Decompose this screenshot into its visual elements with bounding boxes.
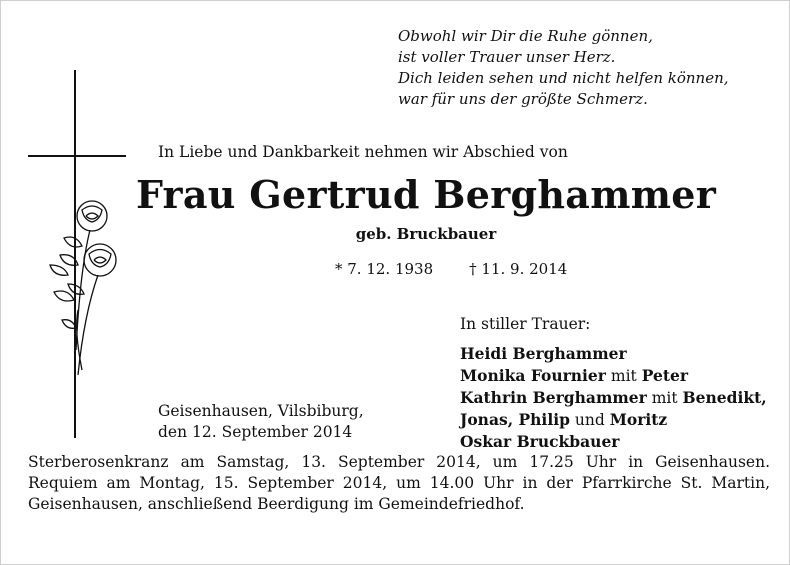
mourner-line [460, 431, 767, 453]
connector-word: mit [610, 367, 637, 385]
mourner-name: Monika Fournier [460, 366, 606, 385]
poem-line: Obwohl wir Dir die Ruhe gönnen, [398, 27, 653, 45]
mourners-block [460, 313, 767, 453]
mourner-name: Moritz [609, 410, 668, 429]
poem-line: war für uns der größte Schmerz. [398, 90, 648, 108]
birth-name: geb. Bruckbauer [355, 225, 497, 243]
mourner-name: Benedikt, [682, 388, 767, 407]
birth-date: * 7. 12. 1938 [335, 260, 434, 278]
intro-text: In Liebe und Dankbarkeit nehmen wir Abschied von [158, 143, 568, 161]
mourner-name: Jonas, Philip [460, 410, 570, 429]
death-date: † 11. 9. 2014 [469, 260, 568, 278]
service-line: Requiem am Montag, 15. September 2014, um 14.00 Uhr in der Pfarrkirche St. Martin, [28, 474, 770, 492]
mourner-name: Kathrin Berghammer [460, 388, 647, 407]
date-line: den 12. September 2014 [158, 423, 353, 441]
mourner-line [460, 365, 767, 387]
mourner-line [460, 343, 767, 365]
mourner-line [460, 387, 767, 409]
service-info [28, 452, 770, 515]
mourner-name: Peter [641, 366, 689, 385]
place-line: Geisenhausen, Vilsbiburg, [158, 402, 364, 420]
poem-line: Dich leiden sehen und nicht helfen können, [398, 69, 729, 87]
place-date [158, 401, 364, 443]
mourners-heading: In stiller Trauer: [460, 315, 591, 333]
cross-with-roses-icon [20, 70, 130, 444]
service-line: Geisenhausen, anschließend Beerdigung im Gemeindefriedhof. [28, 495, 525, 513]
service-line: Sterberosenkranz am Samstag, 13. September 2014, um 17.25 Uhr in Geisenhausen. [28, 453, 770, 471]
connector-word: mit [651, 389, 678, 407]
mourner-name: Oskar Bruckbauer [460, 432, 620, 451]
mourner-line [460, 409, 767, 431]
mourner-name: Heidi Berghammer [460, 344, 627, 363]
poem [398, 26, 729, 110]
deceased-name: Frau Gertrud Berghammer [135, 172, 717, 217]
life-dates [335, 260, 567, 278]
connector-word: und [574, 411, 605, 429]
poem-line: ist voller Trauer unser Herz. [398, 48, 616, 66]
